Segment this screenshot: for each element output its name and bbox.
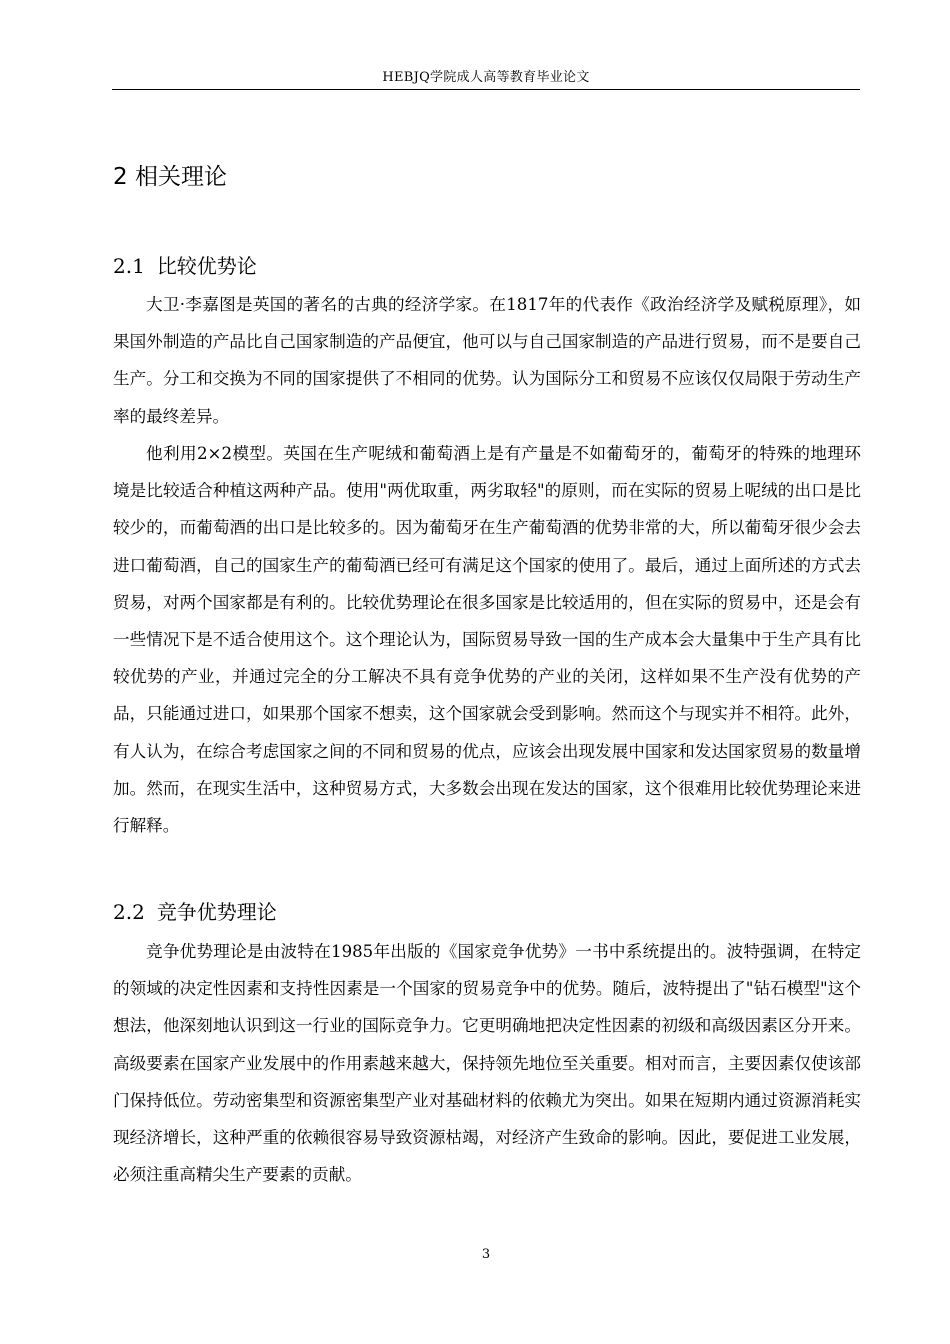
page-header: HEBJQ学院成人高等教育毕业论文 [382,70,590,85]
paragraph: 竞争优势理论是由波特在1985年出版的《国家竞争优势》一书中系统提出的。波特强调，在特定的领域的决定性因素和支持性因素是一个国家的贸易竞争中的优势。随后，波特提出了"钻石模型"这个想法，他深刻地认识到这一行业的国际竞争力。它更明确地把决定性因素的初级和高级因素区分开来。高级要素在国家产业发展中的作用素越来越大，保持领先地位至关重要。相对而言，主要因素仅使该部门保持低位。劳动密集型和资源密集型产业对基础材料的依赖尤为突出。如果在短期内通过资源消耗实现经济增长，这种严重的依赖很容易导致资源枯竭，对经济产生致命的影响。因此，要促进工业发展，必须注重高精尖生产要素的贡献。 [113,942,861,1185]
paragraph: 他利用2×2模型。英国在生产呢绒和葡萄酒上是有产量是不如葡萄牙的，葡萄牙的特殊的地理环境是比较适合种植这两种产品。使用"两优取重，两劣取轻"的原则，而在实际的贸易上呢绒的出口是比较少的，而葡萄酒的出口是比较多的。因为葡萄牙在生产葡萄酒的优势非常的大，所以葡萄牙很少会去进口葡萄酒，自己的国家生产的葡萄酒已经可有满足这个国家的使用了。最后，通过上面所述的方式去贸易，对两个国家都是有利的。比较优势理论在很多国家是比较适用的，但在实际的贸易中，还是会有一些情况下是不适合使用这个。这个理论认为，国际贸易导致一国的生产成本会大量集中于生产具有比较优势的产业，并通过完全的分工解决不具有竞争优势的产业的关闭，这样如果不生产没有优势的产品，只能通过进口，如果那个国家不想卖，这个国家就会受到影响。然而这个与现实并不相符。此外，有人认为，在综合考虑国家之间的不同和贸易的优点，应该会出现发展中国家和发达国家贸易的数量增加。然而，在现实生活中，这种贸易方式，大多数会出现在发达的国家，这个很难用比较优势理论来进行解释。 [113,444,861,836]
section-heading-2-1 [113,250,257,279]
section-number: 2.1 [113,254,145,278]
page-number: 3 [481,1247,491,1262]
paragraph: 大卫·李嘉图是英国的著名的古典的经济学家。在1817年的代表作《政治经济学及赋税原理》，如果国外制造的产品比自己国家制造的产品便宜，他可以与自己国家制造的产品进行贸易，而不是要自己生产。分工和交换为不同的国家提供了不相同的优势。认为国际分工和贸易不应该仅仅局限于劳动生产率的最终差异。 [113,295,861,426]
section-heading-2-2 [113,896,277,925]
section-title: 比较优势论 [156,254,257,278]
chapter-title: 2 相关理论 [113,164,227,190]
section-number: 2.2 [113,900,145,924]
header-divider [112,89,860,90]
section-title: 竞争优势理论 [156,900,277,924]
